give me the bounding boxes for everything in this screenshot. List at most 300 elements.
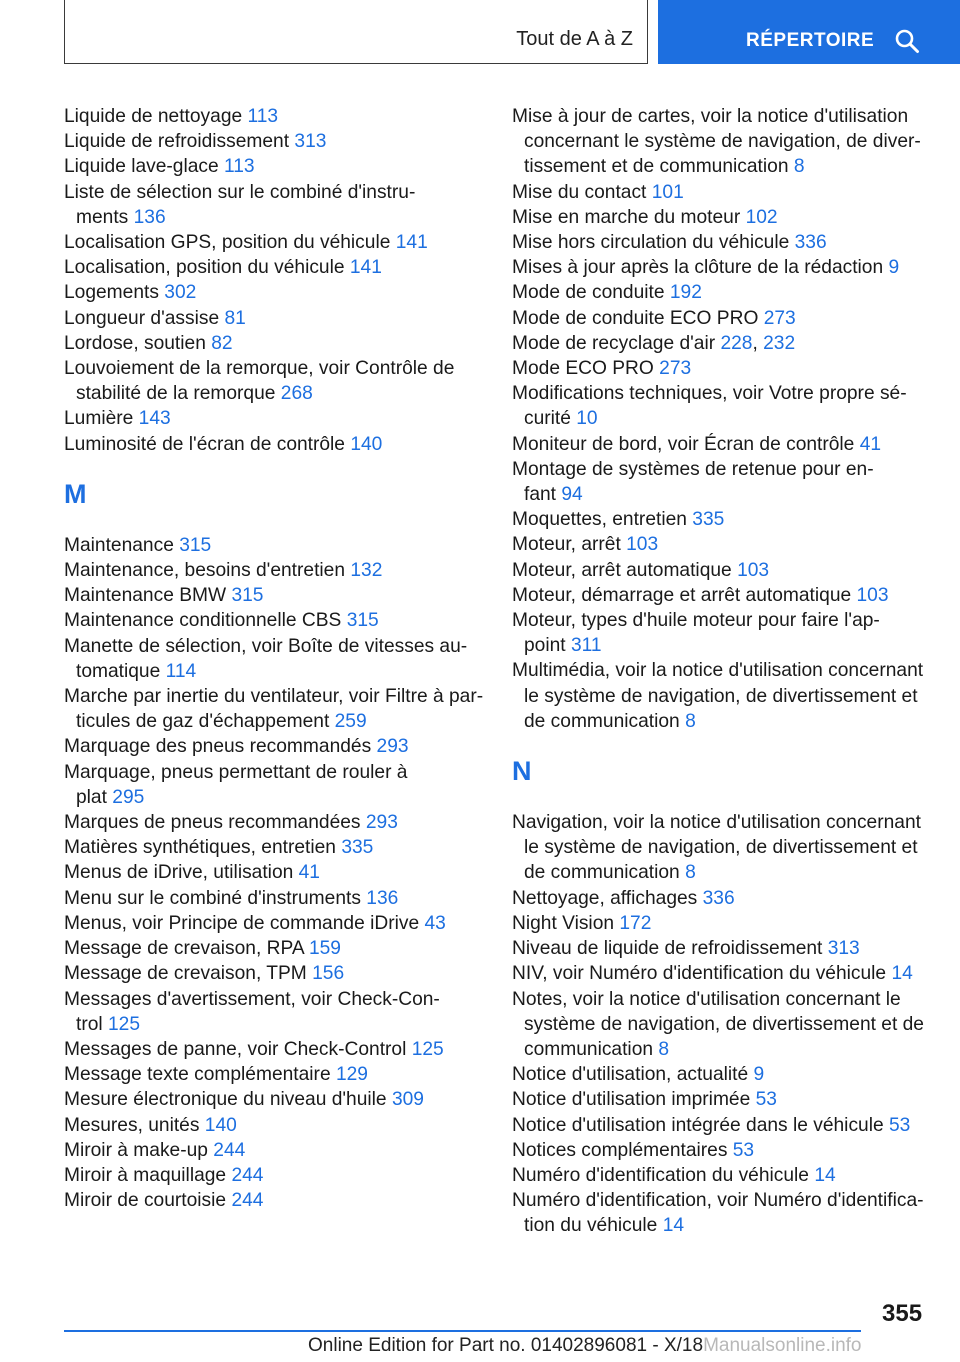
index-entry-text: Maintenance conditionnelle CBS bbox=[64, 610, 342, 632]
watermark-text: Manualsonline.info bbox=[703, 1335, 862, 1356]
index-entry-line bbox=[512, 658, 932, 683]
index-entry-line bbox=[64, 306, 484, 331]
index-entry bbox=[64, 835, 484, 860]
index-entry-text: Modifications techniques, voir Votre propre sé- bbox=[512, 383, 907, 405]
index-entry bbox=[64, 255, 484, 280]
index-entry bbox=[64, 1188, 484, 1213]
index-entry-line bbox=[512, 810, 932, 835]
index-entry-line bbox=[64, 533, 484, 558]
index-entry-line bbox=[512, 709, 932, 734]
index-entry bbox=[64, 104, 484, 129]
page-link[interactable]: 293 bbox=[376, 736, 409, 758]
index-entry bbox=[512, 558, 932, 583]
index-entry-text: Messages d'avertissement, voir Check-Con- bbox=[64, 988, 440, 1010]
index-entry-line bbox=[512, 1138, 932, 1163]
index-entry bbox=[64, 886, 484, 911]
tab-toc[interactable] bbox=[64, 0, 648, 64]
index-entry bbox=[512, 356, 932, 381]
page-link[interactable]: 82 bbox=[211, 332, 233, 354]
index-entry-text: Louvoiement de la remorque, voir Contrôle de bbox=[64, 358, 455, 380]
page-link[interactable]: 125 bbox=[108, 1013, 141, 1035]
index-entry-line bbox=[64, 608, 484, 633]
index-entry bbox=[64, 230, 484, 255]
index-entry bbox=[512, 1113, 932, 1138]
index-entry-text: Messages de panne, voir Check-Control bbox=[64, 1038, 407, 1060]
index-entry-text: communication bbox=[524, 1038, 654, 1060]
page-link[interactable]: 113 bbox=[224, 156, 255, 178]
page-link[interactable]: 228 bbox=[720, 332, 753, 354]
index-entry-line bbox=[512, 684, 932, 709]
page-link[interactable]: 192 bbox=[669, 282, 702, 304]
index-entry-text: Mise en marche du moteur bbox=[512, 206, 741, 228]
index-entry-line bbox=[512, 306, 932, 331]
page-link[interactable]: 335 bbox=[341, 837, 374, 859]
search-icon[interactable] bbox=[894, 28, 920, 54]
index-entry-text: Localisation, position du véhicule bbox=[64, 257, 345, 279]
index-entry-text: Mesure électronique du niveau d'huile bbox=[64, 1089, 387, 1111]
index-entry-text: système de navigation, de divertissement et de bbox=[524, 1013, 924, 1035]
page-link[interactable]: 14 bbox=[891, 963, 913, 985]
index-entry-line bbox=[64, 280, 484, 305]
page-link[interactable]: 129 bbox=[335, 1064, 368, 1086]
page-link[interactable]: 140 bbox=[350, 433, 383, 455]
index-entry-line bbox=[512, 1012, 932, 1037]
index-entry-line bbox=[512, 1113, 932, 1138]
index-entry-text: Mode ECO PRO bbox=[512, 358, 654, 380]
index-entry-text: le système de navigation, de divertissement et bbox=[524, 685, 918, 707]
index-entry bbox=[64, 1138, 484, 1163]
index-entry bbox=[64, 154, 484, 179]
index-entry bbox=[512, 1087, 932, 1112]
index-entry-text: concernant le système de navigation, de diver- bbox=[524, 131, 921, 153]
index-entry bbox=[512, 381, 932, 431]
page-link[interactable]: 125 bbox=[411, 1038, 444, 1060]
index-entry bbox=[512, 987, 932, 1063]
index-entry bbox=[64, 634, 484, 684]
index-entry bbox=[64, 1113, 484, 1138]
tab-index[interactable] bbox=[658, 0, 960, 64]
index-entry-text: Navigation, voir la notice d'utilisation concernant bbox=[512, 812, 921, 834]
index-entry-line bbox=[64, 205, 484, 230]
index-entry-line bbox=[512, 205, 932, 230]
index-entry bbox=[64, 432, 484, 457]
index-entry-line bbox=[512, 230, 932, 255]
page-link[interactable]: 14 bbox=[814, 1164, 836, 1186]
index-entry-line bbox=[512, 583, 932, 608]
index-entry-text: Manette de sélection, voir Boîte de vitesses au- bbox=[64, 635, 468, 657]
page-link[interactable]: 273 bbox=[763, 307, 796, 329]
page-link[interactable]: 103 bbox=[626, 534, 659, 556]
index-entry-text: Notice d'utilisation imprimée bbox=[512, 1089, 751, 1111]
index-entry bbox=[64, 406, 484, 431]
page-link[interactable]: 232 bbox=[763, 332, 796, 354]
index-entry-line bbox=[64, 255, 484, 280]
index-entry-line bbox=[64, 104, 484, 129]
index-entry-line bbox=[64, 886, 484, 911]
index-entry-line bbox=[64, 810, 484, 835]
page-link[interactable]: 9 bbox=[753, 1064, 765, 1086]
index-entry bbox=[512, 583, 932, 608]
index-entry bbox=[512, 280, 932, 305]
index-entry-line bbox=[512, 1213, 932, 1238]
index-entry-line bbox=[512, 961, 932, 986]
index-entry bbox=[64, 280, 484, 305]
index-entry-line bbox=[512, 255, 932, 280]
index-entry-line bbox=[64, 558, 484, 583]
index-entry bbox=[512, 936, 932, 961]
index-entry bbox=[64, 180, 484, 230]
index-entry-line bbox=[64, 961, 484, 986]
index-entry-text: Maintenance, besoins d'entretien bbox=[64, 560, 346, 582]
page-link[interactable]: 302 bbox=[164, 282, 197, 304]
index-entry bbox=[64, 331, 484, 356]
index-entry-line bbox=[64, 1188, 484, 1213]
index-entry-line bbox=[512, 1188, 932, 1213]
page-link[interactable]: 141 bbox=[395, 232, 428, 254]
page-link[interactable]: 141 bbox=[349, 257, 382, 279]
index-entry-line bbox=[64, 987, 484, 1012]
page-link[interactable]: 101 bbox=[651, 181, 684, 203]
page-link[interactable]: 8 bbox=[793, 156, 805, 178]
index-entry bbox=[512, 457, 932, 507]
index-entry bbox=[512, 810, 932, 886]
index-entry-line bbox=[64, 659, 484, 684]
page-link[interactable]: 8 bbox=[685, 862, 696, 884]
page-link[interactable]: 8 bbox=[685, 710, 696, 732]
page-link[interactable]: 10 bbox=[576, 408, 598, 430]
section-letter: N bbox=[512, 756, 532, 787]
index-entry bbox=[64, 306, 484, 331]
index-entry-line bbox=[512, 129, 932, 154]
index-entry bbox=[64, 684, 484, 734]
index-entry-line bbox=[64, 1012, 484, 1037]
index-entry-text: Miroir de courtoisie bbox=[64, 1190, 227, 1212]
page-link[interactable]: 136 bbox=[133, 206, 166, 228]
index-entry-line bbox=[64, 734, 484, 759]
index-entry-text: stabilité de la remorque bbox=[76, 383, 276, 405]
index-entry bbox=[64, 533, 484, 558]
page-link[interactable]: 259 bbox=[334, 711, 367, 733]
index-entry bbox=[64, 558, 484, 583]
index-entry-line bbox=[512, 457, 932, 482]
page-link[interactable]: 293 bbox=[365, 812, 398, 834]
index-entry-text: Multimédia, voir la notice d'utilisation concernant bbox=[512, 660, 924, 682]
page-link[interactable]: 103 bbox=[856, 584, 889, 606]
index-entry-line bbox=[64, 684, 484, 709]
index-entry-text: Menu sur le combiné d'instruments bbox=[64, 887, 361, 909]
page-link[interactable]: 94 bbox=[561, 484, 583, 506]
index-entry-text: trol bbox=[76, 1013, 103, 1035]
page-link[interactable]: 102 bbox=[745, 206, 778, 228]
index-entry-text: fant bbox=[524, 484, 557, 506]
index-entry bbox=[512, 961, 932, 986]
index-entry-line bbox=[512, 936, 932, 961]
index-entry-text: Notes, voir la notice d'utilisation concernant le bbox=[512, 988, 901, 1010]
index-entry-line bbox=[64, 432, 484, 457]
index-entry bbox=[64, 810, 484, 835]
index-entry-text: Moniteur de bord, voir Écran de contrôle bbox=[512, 433, 855, 455]
page-link[interactable]: 132 bbox=[350, 560, 383, 582]
page-link[interactable]: 14 bbox=[662, 1215, 685, 1237]
tab-toc-label: Tout de A à Z bbox=[516, 28, 633, 50]
index-entry bbox=[512, 532, 932, 557]
index-entry bbox=[512, 658, 932, 734]
index-entry bbox=[64, 987, 484, 1037]
index-entry-text: Notice d'utilisation intégrée dans le véhicule bbox=[512, 1114, 884, 1136]
index-entry-text: Marques de pneus recommandées bbox=[64, 812, 361, 834]
index-entry bbox=[64, 1062, 484, 1087]
index-entry-text: Moteur, types d'huile moteur pour faire l'ap- bbox=[512, 610, 880, 632]
index-entry-text: Luminosité de l'écran de contrôle bbox=[64, 433, 345, 455]
index-entry-text: Localisation GPS, position du véhicule bbox=[64, 232, 391, 254]
page-link[interactable]: 315 bbox=[346, 610, 379, 632]
index-entry bbox=[64, 936, 484, 961]
index-entry-line bbox=[64, 406, 484, 431]
page-link[interactable]: 244 bbox=[213, 1139, 246, 1161]
index-entry-text: Mises à jour après la clôture de la rédaction bbox=[512, 257, 884, 279]
index-entry-line bbox=[512, 886, 932, 911]
page-link[interactable]: 156 bbox=[312, 963, 345, 985]
page-link[interactable]: 309 bbox=[391, 1089, 424, 1111]
footer-edition bbox=[308, 1335, 862, 1357]
page-link[interactable]: 315 bbox=[231, 585, 264, 607]
index-entry-text: Liquide de nettoyage bbox=[64, 106, 243, 127]
index-entry-line bbox=[512, 860, 932, 885]
footer-divider bbox=[64, 1330, 861, 1332]
index-entry-text: Miroir à make-up bbox=[64, 1139, 208, 1161]
index-entry-text: Miroir à maquillage bbox=[64, 1164, 227, 1186]
index-entry-text: Mode de recyclage d'air bbox=[512, 332, 716, 354]
index-entry-text: curité bbox=[524, 408, 571, 430]
page-link[interactable]: 53 bbox=[755, 1089, 777, 1111]
index-entry-text: Night Vision bbox=[512, 912, 615, 934]
index-entry-text: Liquide de refroidissement bbox=[64, 131, 290, 153]
index-entry-text: Longueur d'assise bbox=[64, 307, 220, 329]
index-entry-line bbox=[64, 230, 484, 255]
index-entry-line bbox=[64, 381, 484, 406]
page-link[interactable]: 172 bbox=[619, 912, 652, 934]
index-entry-line bbox=[64, 936, 484, 961]
tab-index-label: RÉPERTOIRE bbox=[746, 30, 875, 51]
page-link[interactable]: 140 bbox=[204, 1114, 237, 1136]
index-entry-line bbox=[512, 911, 932, 936]
index-entry-text: Niveau de liquide de refroidissement bbox=[512, 938, 823, 960]
index-entry-text: Logements bbox=[64, 282, 159, 304]
index-entry-text: Marquage des pneus recommandés bbox=[64, 736, 372, 758]
index-entry-line: Mode de recyclage d'air 228, 232 bbox=[512, 332, 796, 354]
index-entry-text: tomatique bbox=[76, 660, 161, 682]
index-entry-line bbox=[64, 1062, 484, 1087]
index-entry-line bbox=[512, 482, 932, 507]
index-column-left bbox=[64, 104, 484, 1213]
index-entry-line bbox=[64, 1087, 484, 1112]
index-entry-text: Numéro d'identification du véhicule bbox=[512, 1164, 809, 1186]
page-link[interactable]: 9 bbox=[888, 257, 900, 279]
index-entry-line bbox=[512, 104, 932, 129]
index-entry bbox=[64, 961, 484, 986]
index-entry bbox=[512, 255, 932, 280]
page-link[interactable]: 268 bbox=[280, 383, 313, 405]
index-entry-text: Mise hors circulation du véhicule bbox=[512, 232, 790, 254]
index-entry-line bbox=[64, 1113, 484, 1138]
page-link[interactable]: 41 bbox=[859, 433, 882, 455]
index-entry bbox=[512, 608, 932, 658]
index-entry-line bbox=[64, 154, 484, 179]
page-link[interactable]: 43 bbox=[424, 912, 446, 934]
index-entry bbox=[64, 608, 484, 633]
index-entry-line bbox=[512, 987, 932, 1012]
index-entry bbox=[512, 886, 932, 911]
index-entry-text: ments bbox=[76, 206, 129, 228]
index-entry-text: NIV, voir Numéro d'identification du véhicule bbox=[512, 963, 887, 985]
index-entry bbox=[512, 432, 932, 457]
index-entry bbox=[512, 230, 932, 255]
index-entry-text: tissement et de communication bbox=[524, 156, 789, 178]
index-entry bbox=[64, 1163, 484, 1188]
index-entry-text: Mode de conduite ECO PRO bbox=[512, 307, 759, 329]
index-entry-line bbox=[64, 634, 484, 659]
page-link[interactable]: 159 bbox=[308, 938, 341, 960]
index-entry-line bbox=[512, 356, 932, 381]
index-entry bbox=[64, 1037, 484, 1062]
index-entry bbox=[512, 1138, 932, 1163]
index-entry bbox=[64, 1087, 484, 1112]
index-entry-text: Mode de conduite bbox=[512, 282, 665, 304]
index-entry-line bbox=[64, 760, 484, 785]
page-link[interactable]: 53 bbox=[889, 1114, 911, 1136]
index-entry-text: Notices complémentaires bbox=[512, 1139, 728, 1161]
page-link[interactable]: 114 bbox=[165, 660, 197, 682]
index-entry-line bbox=[512, 1163, 932, 1188]
index-entry-text: Marche par inertie du ventilateur, voir Filtre à par- bbox=[64, 686, 484, 708]
index-entry-text: Marquage, pneus permettant de rouler à bbox=[64, 761, 408, 783]
page-link[interactable]: 315 bbox=[179, 534, 212, 556]
index-entry-line bbox=[64, 835, 484, 860]
index-entry-text: Lumière bbox=[64, 408, 134, 430]
index-entry bbox=[512, 1163, 932, 1188]
index-entry-line bbox=[64, 129, 484, 154]
index-entry-text: Liquide lave-glace bbox=[64, 156, 219, 178]
index-entry-text: Matières synthétiques, entretien bbox=[64, 837, 336, 859]
page-link[interactable]: 336 bbox=[702, 887, 735, 909]
index-entry bbox=[512, 205, 932, 230]
index-entry bbox=[512, 1062, 932, 1087]
index-entry-text: Menus de iDrive, utilisation bbox=[64, 862, 294, 884]
index-entry-line bbox=[512, 406, 932, 431]
index-entry-line bbox=[64, 1037, 484, 1062]
index-entry-line bbox=[64, 785, 484, 810]
page-link[interactable]: 313 bbox=[294, 131, 327, 153]
page-link[interactable]: 8 bbox=[658, 1038, 670, 1060]
index-entry-text: plat bbox=[76, 786, 107, 808]
page-link[interactable]: 103 bbox=[737, 559, 770, 581]
index-entry-line bbox=[512, 180, 932, 205]
index-entry bbox=[64, 860, 484, 885]
index-entry-text: tion du véhicule bbox=[524, 1215, 658, 1237]
index-entry-text: de communication bbox=[524, 862, 680, 884]
index-entry-line bbox=[512, 608, 932, 633]
index-entry-line bbox=[512, 381, 932, 406]
index-entry-text: Maintenance bbox=[64, 534, 174, 556]
index-entry-text: Nettoyage, affichages bbox=[512, 887, 698, 909]
index-entry-line bbox=[64, 911, 484, 936]
index-entry-text: Liste de sélection sur le combiné d'instru- bbox=[64, 181, 416, 203]
index-entry-line bbox=[512, 507, 932, 532]
index-entry bbox=[512, 104, 932, 180]
index-entry-text: point bbox=[524, 635, 566, 657]
index-entry-line bbox=[512, 633, 932, 658]
index-entry-text: Montage de systèmes de retenue pour en- bbox=[512, 458, 874, 480]
index-entry-text: de communication bbox=[524, 710, 680, 732]
index-entry-line bbox=[64, 583, 484, 608]
index-entry-line bbox=[512, 1062, 932, 1087]
index-entry-line bbox=[64, 1138, 484, 1163]
index-entry-text: le système de navigation, de divertissement et bbox=[524, 837, 918, 859]
index-entry-line bbox=[64, 356, 484, 381]
index-entry bbox=[512, 507, 932, 532]
page-link[interactable]: 136 bbox=[366, 887, 399, 909]
index-entry bbox=[512, 306, 932, 331]
index-entry bbox=[512, 1188, 932, 1238]
index-entry-line bbox=[64, 331, 484, 356]
index-entry-line bbox=[64, 180, 484, 205]
index-entry bbox=[64, 760, 484, 810]
index-entry-text: Moteur, arrêt bbox=[512, 534, 621, 556]
page-link[interactable]: 143 bbox=[138, 408, 171, 430]
index-entry bbox=[64, 734, 484, 759]
index-entry-text: Maintenance BMW bbox=[64, 585, 227, 607]
index-entry bbox=[512, 911, 932, 936]
index-entry bbox=[64, 583, 484, 608]
page-link[interactable]: 335 bbox=[692, 509, 725, 531]
index-entry bbox=[512, 331, 932, 356]
page-link[interactable]: 336 bbox=[794, 232, 827, 254]
index-entry-line bbox=[512, 432, 932, 457]
index-entry-text: Moteur, démarrage et arrêt automatique bbox=[512, 584, 852, 606]
index-entry-text: Mise du contact bbox=[512, 181, 647, 203]
index-entry-text: ticules de gaz d'échappement bbox=[76, 711, 330, 733]
index-entry-text: Moquettes, entretien bbox=[512, 509, 687, 531]
index-entry bbox=[64, 911, 484, 936]
index-entry-text: Lordose, soutien bbox=[64, 332, 206, 354]
page-link[interactable]: 273 bbox=[659, 358, 692, 380]
edition-text: Online Edition for Part no. 01402896081 - X/18 bbox=[308, 1335, 704, 1356]
index-entry-text: Mesures, unités bbox=[64, 1114, 200, 1136]
index-entry bbox=[512, 180, 932, 205]
section-letter: M bbox=[64, 478, 87, 509]
page-link[interactable]: 244 bbox=[231, 1190, 264, 1212]
index-entry-text: Message de crevaison, TPM bbox=[64, 963, 307, 985]
page-link[interactable]: 313 bbox=[827, 938, 860, 960]
index-entry-line bbox=[64, 1163, 484, 1188]
index-entry-line bbox=[512, 154, 932, 179]
index-entry-text: Numéro d'identification, voir Numéro d'identifica- bbox=[512, 1190, 924, 1212]
page-link[interactable]: 113 bbox=[247, 106, 279, 127]
page-link[interactable]: 41 bbox=[298, 862, 320, 884]
index-entry bbox=[64, 129, 484, 154]
index-column-right bbox=[512, 104, 932, 1239]
index-entry-line bbox=[64, 709, 484, 734]
page-link[interactable]: 244 bbox=[231, 1164, 264, 1186]
page-link[interactable]: 311 bbox=[570, 635, 602, 657]
index-entry-line bbox=[512, 280, 932, 305]
index-entry-line bbox=[512, 835, 932, 860]
page-link[interactable]: 53 bbox=[732, 1139, 755, 1161]
page-link[interactable]: 81 bbox=[224, 307, 246, 329]
page-number: 355 bbox=[882, 1300, 923, 1327]
page-link[interactable]: 295 bbox=[112, 786, 145, 808]
index-entry bbox=[64, 356, 484, 406]
